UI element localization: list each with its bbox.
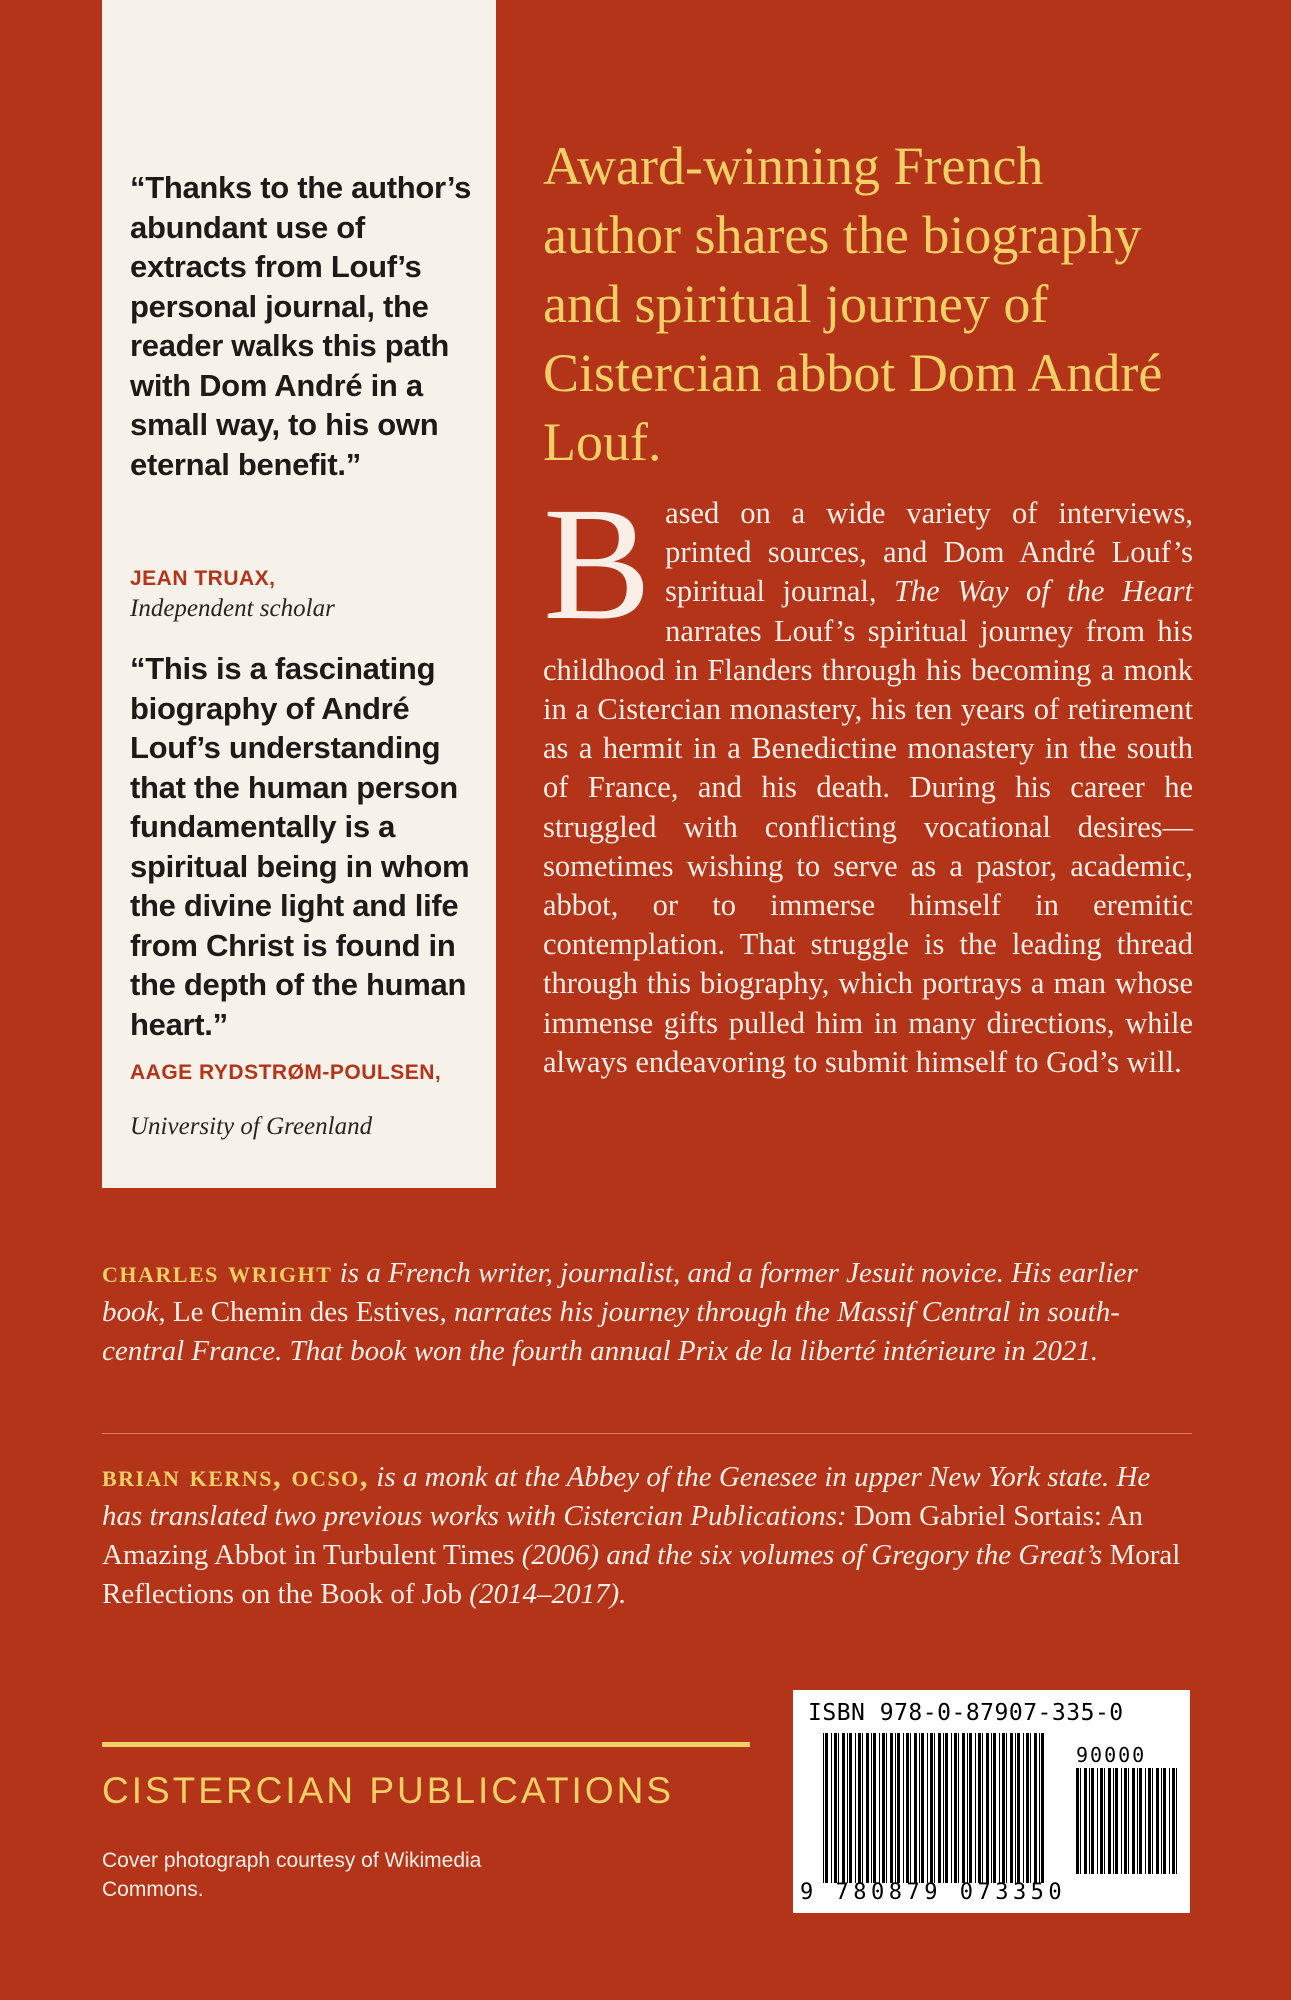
barcode-bar: [921, 1733, 924, 1883]
publisher-name: CISTERCIAN PUBLICATIONS: [102, 1770, 675, 1811]
translator-book-2: Moral Reflections on the Book of Job: [102, 1539, 1181, 1610]
barcode-bar: [879, 1733, 880, 1883]
author-name: charles wright: [102, 1254, 333, 1289]
isbn-label: ISBN 978-0-87907-335-0: [808, 1700, 1124, 1726]
barcode-bar: [1172, 1768, 1175, 1874]
barcode-bar: [1026, 1733, 1029, 1883]
barcode-bar: [1137, 1768, 1138, 1874]
endorsement-1-name: JEAN TRUAX,: [130, 567, 276, 590]
barcode-bar: [906, 1733, 909, 1883]
barcode-bar: [1076, 1768, 1079, 1874]
bio-divider: [102, 1433, 1192, 1434]
barcode-bar: [910, 1733, 911, 1883]
barcode-bar: [1104, 1768, 1105, 1874]
drop-cap: B: [543, 475, 652, 654]
barcode-bar: [897, 1733, 900, 1883]
barcode-bar: [886, 1733, 887, 1883]
translator-bio-text-3: (2014–2017).: [462, 1578, 627, 1610]
barcode-bar: [1017, 1733, 1020, 1883]
author-bio: [102, 1252, 1192, 1371]
description-text-2: narrates Louf’s spiritual journey from his childhood in Flanders through his becoming a monk in a Cistercian monastery, his ten years of retirement as a hermit in a Benedictine monastery in the south of France, and his death. During his career he struggled with conflicting vocational desires—sometimes wishing to serve as a pastor, academic, abbot, or to immerse himself in eremitic contemplation. That struggle is the leading thread through this biography, which portrays a man whose immense gifts pulled him in many directions, while always endeavoring to submit himself to God’s will.: [543, 613, 1193, 1079]
endorsement-1-affiliation: Independent scholar: [130, 595, 335, 622]
barcode-bar: [1128, 1768, 1129, 1874]
endorsement-2-name: AAGE RYDSTRØM-POULSEN,: [130, 1061, 442, 1084]
headline: Award-winning French author shares the biography and spiritual journey of Cistercian abbot Dom André Louf.: [543, 136, 1163, 472]
barcode-bar: [1006, 1733, 1007, 1883]
endorsement-quote-2: “This is a fascinating biography of André Louf’s understanding that the human person fundamentally is a spiritual being in whom the divine light and life from Christ is found in the depth of the human heart.”: [130, 651, 470, 1042]
barcode-bar: [1039, 1733, 1040, 1883]
barcode-bar: [1163, 1768, 1166, 1874]
translator-bio-text-1: is a monk at the Abbey of the Genesee in upper New York state. He has translated two previous works with Cistercian Publications:: [102, 1461, 1151, 1532]
barcode-bar: [938, 1733, 941, 1883]
barcode-bar: [1124, 1768, 1127, 1874]
barcode-bar: [993, 1733, 996, 1883]
description-text-1: ased on a wide variety of interviews, printed sources, and Dom André Louf’s spiritual journal,: [665, 496, 1193, 609]
barcode-bar: [834, 1733, 837, 1883]
barcode-bar: [825, 1733, 828, 1883]
barcode-bar: [927, 1733, 928, 1883]
barcode-bar: [1108, 1768, 1111, 1874]
barcode-bar: [1097, 1768, 1098, 1874]
barcode-bar: [934, 1733, 935, 1883]
barcode-bar: [1041, 1733, 1044, 1883]
book-title: The Way of the Heart: [893, 574, 1193, 609]
barcode-bar: [958, 1733, 959, 1883]
barcode-bar: [1121, 1768, 1122, 1874]
barcode-bar: [986, 1733, 989, 1883]
barcode-bar: [967, 1733, 968, 1883]
barcode-bar: [1091, 1768, 1094, 1874]
translator-name: brian kerns, ocso,: [102, 1458, 370, 1493]
barcode-bar: [1080, 1768, 1081, 1874]
gold-rule: [102, 1742, 750, 1747]
barcode-bar: [890, 1733, 893, 1883]
barcode-bar: [1132, 1768, 1135, 1874]
barcode-bar: [866, 1733, 869, 1883]
barcode-bar: [1089, 1768, 1090, 1874]
barcode-bar: [1148, 1768, 1151, 1874]
translator-bio-text-2: (2006) and the six volumes of Gregory the Great’s: [514, 1539, 1110, 1571]
ean-barcode: [823, 1733, 1049, 1883]
author-previous-book: Le Chemin des Estives: [172, 1296, 440, 1328]
barcode-bar: [847, 1733, 848, 1883]
barcode-bar: [914, 1733, 917, 1883]
barcode-bar: [1100, 1768, 1103, 1874]
barcode-bar: [1113, 1768, 1114, 1874]
photo-credit: Cover photograph courtesy of Wikimedia Commons.: [102, 1849, 482, 1901]
author-bio-text-1: is a French writer, journalist, and a former Jesuit novice. His earlier book,: [102, 1257, 1138, 1328]
barcode-bar: [1169, 1768, 1170, 1874]
barcode-bar: [1139, 1768, 1142, 1874]
barcode-bar: [895, 1733, 896, 1883]
barcode-bar: [831, 1733, 832, 1883]
barcode-bar: [1034, 1733, 1037, 1883]
barcode-bar: [882, 1733, 885, 1883]
barcode-bar: [1152, 1768, 1153, 1874]
barcode-bar: [1030, 1733, 1031, 1883]
barcode-bar: [1002, 1733, 1005, 1883]
addon-barcode: [1076, 1768, 1181, 1874]
barcode-bar: [873, 1733, 876, 1883]
barcode-bar: [919, 1733, 920, 1883]
barcode-bar: [823, 1733, 824, 1883]
barcode-bar: [999, 1733, 1000, 1883]
barcode-bar: [1023, 1733, 1024, 1883]
price-addon-number: 90000: [1076, 1743, 1147, 1767]
barcode-bar: [1156, 1768, 1159, 1874]
barcode-bar: [930, 1733, 933, 1883]
barcode-bar: [951, 1733, 952, 1883]
barcode-bar: [1010, 1733, 1013, 1883]
book-description: [543, 475, 1193, 1082]
author-bio-text-2: , narrates his journey through the Massif Central in south-central France. That book won the fourth annual Prix de la liberté intérieure in 2021.: [102, 1296, 1120, 1367]
barcode-bar: [1161, 1768, 1162, 1874]
barcode-bar: [945, 1733, 948, 1883]
barcode-bar: [855, 1733, 856, 1883]
barcode-bar: [969, 1733, 972, 1883]
barcode-bar: [858, 1733, 861, 1883]
barcode-bar: [975, 1733, 976, 1883]
barcode-bar: [871, 1733, 872, 1883]
barcode-bar: [978, 1733, 981, 1883]
ean-digits: 9 780879 073350: [800, 1880, 1067, 1905]
barcode-bar: [903, 1733, 904, 1883]
barcode-bar: [838, 1733, 839, 1883]
barcode-bar: [1084, 1768, 1087, 1874]
translator-book-1: Dom Gabriel Sortais: An Amazing Abbot in Turbulent Times: [102, 1500, 1144, 1571]
barcode-bar: [982, 1733, 983, 1883]
endorsement-2-affiliation: University of Greenland: [130, 1113, 373, 1140]
barcode-bar: [1176, 1768, 1177, 1874]
barcode-bar: [862, 1733, 863, 1883]
barcode-bar: [849, 1733, 852, 1883]
barcode-bar: [1015, 1733, 1016, 1883]
translator-bio: [102, 1456, 1192, 1614]
barcode-bar: [991, 1733, 992, 1883]
barcode-bar: [954, 1733, 957, 1883]
barcode-bar: [842, 1733, 845, 1883]
barcode-bar: [1115, 1768, 1118, 1874]
endorsement-quote-1: “Thanks to the author’s abundant use of extracts from Louf’s personal journal, the reader walks this path with Dom André in a small way, to his own eternal benefit.”: [130, 170, 472, 482]
barcode-bar: [1145, 1768, 1146, 1874]
barcode-bar: [943, 1733, 944, 1883]
barcode-bar: [962, 1733, 965, 1883]
